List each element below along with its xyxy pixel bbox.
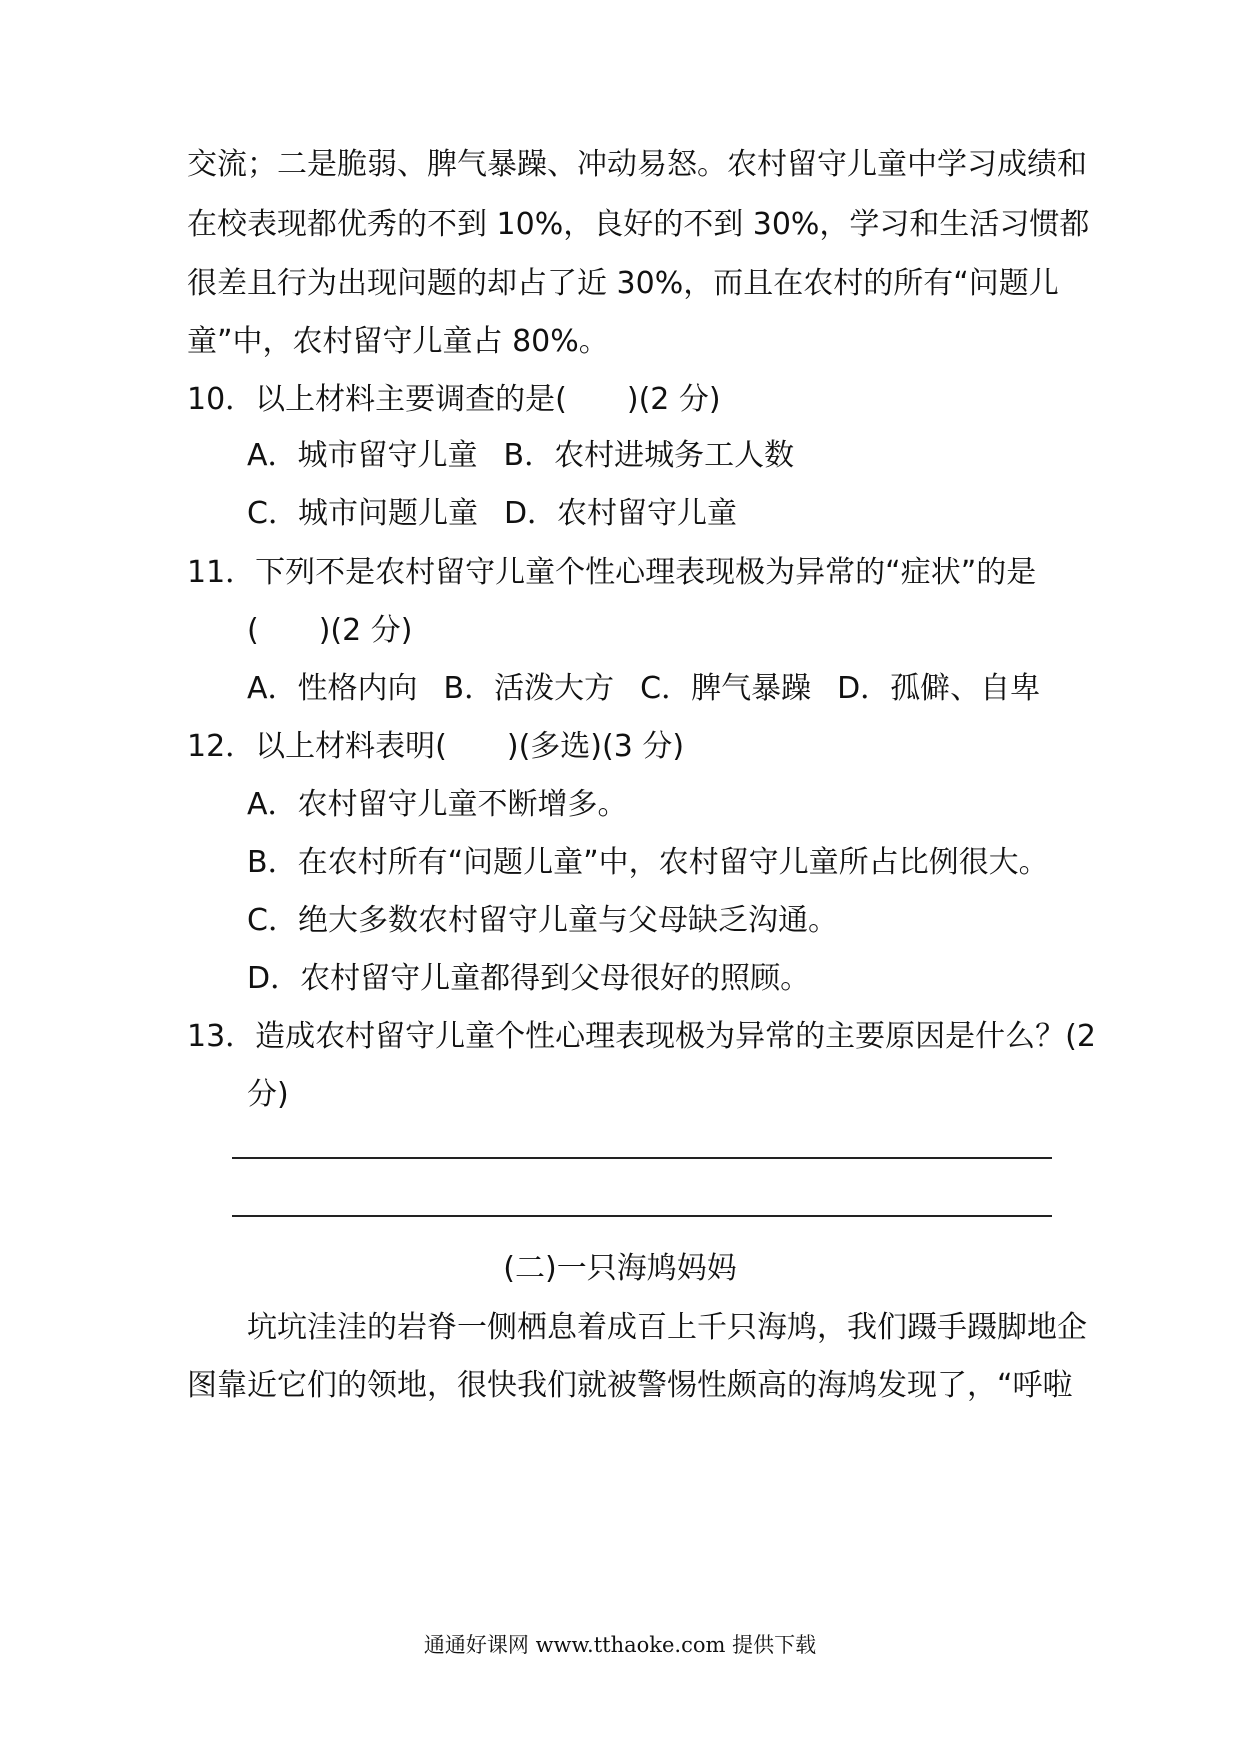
footer-watermark: 通通好课网 www.tthaoke.com 提供下载 bbox=[423, 1633, 817, 1657]
q12-option-b: B．在农村所有“问题儿童”中，农村留守儿童所占比例很大。 bbox=[247, 845, 1049, 880]
answer-line[interactable] bbox=[232, 1157, 1052, 1159]
section-title: (二)一只海鸠妈妈 bbox=[503, 1251, 737, 1286]
question-11-stem: 11．下列不是农村留守儿童个性心理表现极为异常的“症状”的是 bbox=[187, 555, 1037, 590]
question-13-stem: 13．造成农村留守儿童个性心理表现极为异常的主要原因是什么？(2 bbox=[187, 1019, 1096, 1054]
q12-option-d: D．农村留守儿童都得到父母很好的照顾。 bbox=[247, 961, 811, 996]
q10-option-a: A．城市留守儿童 bbox=[247, 438, 478, 473]
q11-option-c: C．脾气暴躁 bbox=[640, 671, 812, 706]
passage-line: 交流；二是脆弱、脾气暴躁、冲动易怒。农村留守儿童中学习成绩和 bbox=[187, 147, 1087, 182]
passage-line: 童”中，农村留守儿童占 80%。 bbox=[187, 324, 609, 359]
question-13-stem-cont: 分) bbox=[247, 1077, 289, 1112]
passage-line: 图靠近它们的领地，很快我们就被警惕性颇高的海鸠发现了，“呼啦 bbox=[187, 1368, 1073, 1403]
q12-option-a: A．农村留守儿童不断增多。 bbox=[247, 787, 628, 822]
passage-line: 很差且行为出现问题的却占了近 30%，而且在农村的所有“问题儿 bbox=[187, 266, 1059, 301]
question-12-stem: 12．以上材料表明( )(多选)(3 分) bbox=[187, 729, 685, 764]
q11-option-b: B．活泼大方 bbox=[443, 671, 615, 706]
question-10-options-row1 bbox=[247, 436, 820, 476]
answer-line[interactable] bbox=[232, 1215, 1052, 1217]
question-11-stem-cont: ( )(2 分) bbox=[247, 613, 413, 648]
passage-line: 在校表现都优秀的不到 10%，良好的不到 30%，学习和生活习惯都 bbox=[187, 207, 1090, 242]
q11-option-d: D．孤僻、自卑 bbox=[837, 671, 1041, 706]
q10-option-b: B．农村进城务工人数 bbox=[503, 438, 795, 473]
question-10-options-row2 bbox=[247, 494, 763, 534]
q12-option-c: C．绝大多数农村留守儿童与父母缺乏沟通。 bbox=[247, 903, 838, 938]
q10-option-c: C．城市问题儿童 bbox=[247, 496, 478, 531]
q11-option-a: A．性格内向 bbox=[247, 671, 418, 706]
question-10-stem: 10．以上材料主要调查的是( )(2 分) bbox=[187, 382, 721, 417]
question-11-options bbox=[247, 669, 1066, 709]
passage-line: 坑坑洼洼的岩脊一侧栖息着成百上千只海鸠，我们蹑手蹑脚地企 bbox=[247, 1310, 1087, 1345]
q10-option-d: D．农村留守儿童 bbox=[503, 496, 738, 531]
